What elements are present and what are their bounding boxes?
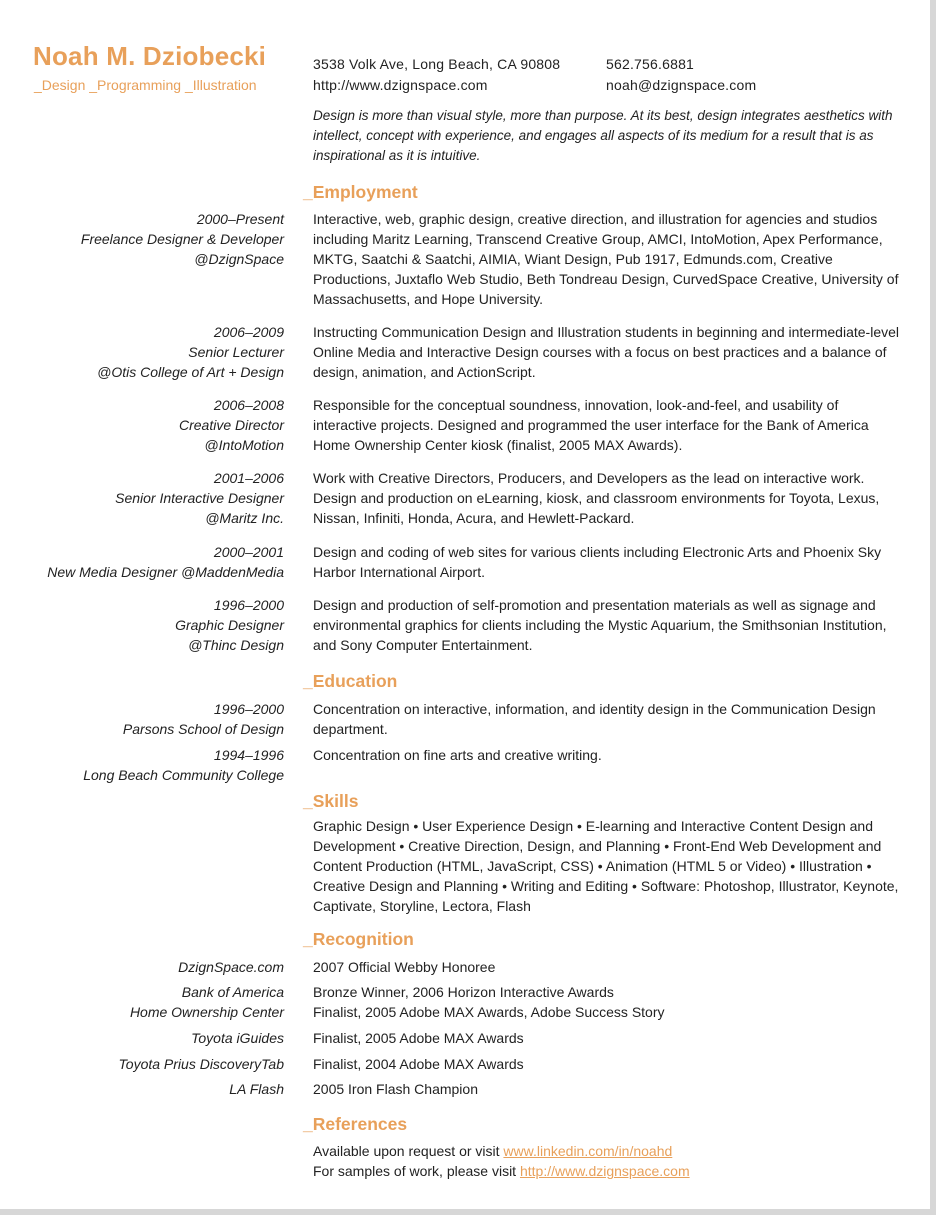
employment-org: @DzignSpace <box>194 251 284 267</box>
education-meta <box>83 745 284 785</box>
education-school: Parsons School of Design <box>122 721 284 737</box>
skills-list: Graphic Design • User Experience Design • E-learning and Interactive Content Design and Development • Creative Direction, Design, and Planning • Front-End Web Development and Content Production (HTML, JavaScript, CSS) • Animation (HTML 5 or Video) • Illustration • Creative Design and Planning • Writing and Editing • Software: Photoshop, Illustrator, Keynote, Captivate, Storyline, Lectora, Flash <box>313 818 899 914</box>
employment-org: @Thinc Design <box>188 637 284 653</box>
contact-address: 3538 Volk Ave, Long Beach, CA 90808 <box>313 56 561 72</box>
references-text <box>313 1141 903 1181</box>
recognition-award: 2005 Iron Flash Champion <box>313 1081 478 1097</box>
section-title-skills: _Skills <box>303 791 359 811</box>
design-philosophy: Design is more than visual style, more than purpose. At its best, design integrates aesthetics with intellect, concept with experience, and engages all aspects of its medium for a result that is as inspirational as it is intuitive. <box>313 108 893 163</box>
employment-dates: 2001–2006 <box>213 470 284 486</box>
employment-meta <box>115 468 284 528</box>
employment-role: Freelance Designer & Developer <box>80 231 284 247</box>
recognition-project: Toyota iGuides <box>191 1030 284 1046</box>
employment-meta <box>97 322 284 382</box>
section-title-references: _References <box>303 1114 408 1134</box>
recognition-project: LA Flash <box>229 1081 284 1097</box>
employment-dates: 2006–2008 <box>213 397 284 413</box>
recognition-project-line: Bank of America <box>181 984 284 1000</box>
education-dates: 1996–2000 <box>213 701 284 717</box>
section-title-recognition: _Recognition <box>303 929 414 949</box>
employment-meta <box>47 542 284 582</box>
employment-org: @IntoMotion <box>204 437 284 453</box>
employment-role: Graphic Designer <box>175 617 284 633</box>
employment-description: Design and production of self-promotion and presentation materials as well as signage and environmental graphics for clients including the Mystic Aquarium, the Smithsonian Institution, and Sony Computer Entertainment. <box>313 597 887 653</box>
contact-website: http://www.dzignspace.com <box>313 77 488 93</box>
education-dates: 1994–1996 <box>213 747 284 763</box>
recognition-award <box>313 982 903 1022</box>
recognition-award: 2007 Official Webby Honoree <box>313 959 496 975</box>
recognition-award-line: Bronze Winner, 2006 Horizon Interactive Awards <box>313 984 614 1000</box>
references-linkedin-prefix: Available upon request or visit <box>313 1143 504 1159</box>
employment-meta <box>81 209 284 269</box>
section-title-education: _Education <box>303 671 398 691</box>
employment-description: Interactive, web, graphic design, creative direction, and illustration for agencies and studios including Maritz Learning, Transcend Creative Group, AMCI, IntoMotion, Apex Performance, MKTG, Saatchi & Saatchi, AIMIA, Wiant Design, Pub 1917, Edmunds.com, Creative Productions, Juxtaflo Web Studio, Beth Tondreau Design, CurvedSpace Creative, University of Massachusetts, and Hope University. <box>313 211 899 307</box>
employment-meta <box>179 395 284 455</box>
employment-org: @Maritz Inc. <box>205 510 284 526</box>
employment-role: Senior Lecturer <box>188 344 284 360</box>
employment-description: Responsible for the conceptual soundness, innovation, look-and-feel, and usability of interactive projects. Designed and programmed the user interface for the Bank of America Home Ownership Center kiosk (finalist, 2005 MAX Awards). <box>313 397 869 453</box>
employment-dates: 1996–2000 <box>213 597 284 613</box>
recognition-project-line: Home Ownership Center <box>129 1004 284 1020</box>
education-school: Long Beach Community College <box>83 767 284 783</box>
page-edge <box>0 1209 936 1215</box>
linkedin-link[interactable]: www.linkedin.com/in/noahd <box>503 1143 673 1159</box>
references-portfolio-prefix: For samples of work, please visit <box>313 1163 520 1179</box>
employment-meta <box>175 595 284 655</box>
portfolio-link[interactable]: http://www.dzignspace.com <box>519 1163 690 1179</box>
employment-dates: 2000–2001 <box>213 544 284 560</box>
education-meta <box>123 699 284 739</box>
resume-name: Noah M. Dziobecki <box>33 41 267 71</box>
employment-description: Design and coding of web sites for various clients including Electronic Arts and Phoenix Sky Harbor International Airport. <box>313 544 882 580</box>
employment-dates: 2000–Present <box>196 211 284 227</box>
education-description: Concentration on fine arts and creative writing. <box>313 747 602 763</box>
employment-description: Work with Creative Directors, Producers, and Developers as the lead on interactive work. Design and production on eLearning, kiosk, and classroom environments for Toyota, Lexus, Nissan, Infiniti, Honda, Acura, and Hewlett-Packard. <box>313 470 880 526</box>
references-portfolio-line <box>313 1161 903 1181</box>
references-linkedin-line <box>313 1141 903 1161</box>
education-description: Concentration on interactive, information, and identity design in the Communication Design department. <box>313 701 876 737</box>
recognition-project: DzignSpace.com <box>178 959 284 975</box>
employment-role: Senior Interactive Designer <box>115 490 284 506</box>
employment-dates: 2006–2009 <box>213 324 284 340</box>
contact-email: noah@dzignspace.com <box>606 77 757 93</box>
employment-description: Instructing Communication Design and Illustration students in beginning and intermediate-level Online Media and Interactive Design courses with a focus on best practices and a balance of design, animation, and ActionScript. <box>313 324 899 380</box>
recognition-project: Toyota Prius DiscoveryTab <box>118 1056 284 1072</box>
employment-org: @Otis College of Art + Design <box>97 364 284 380</box>
tagline: _Design _Programming _Illustration <box>34 77 257 93</box>
recognition-award: Finalist, 2005 Adobe MAX Awards <box>313 1030 524 1046</box>
recognition-project <box>130 982 284 1022</box>
section-title-employment: _Employment <box>303 182 418 202</box>
contact-phone: 562.756.6881 <box>606 56 695 72</box>
recognition-award-line: Finalist, 2005 Adobe MAX Awards, Adobe Success Story <box>313 1004 665 1020</box>
page-edge <box>930 0 936 1215</box>
employment-role: Creative Director <box>178 417 284 433</box>
employment-role: New Media Designer @MaddenMedia <box>47 564 284 580</box>
recognition-award: Finalist, 2004 Adobe MAX Awards <box>313 1056 524 1072</box>
